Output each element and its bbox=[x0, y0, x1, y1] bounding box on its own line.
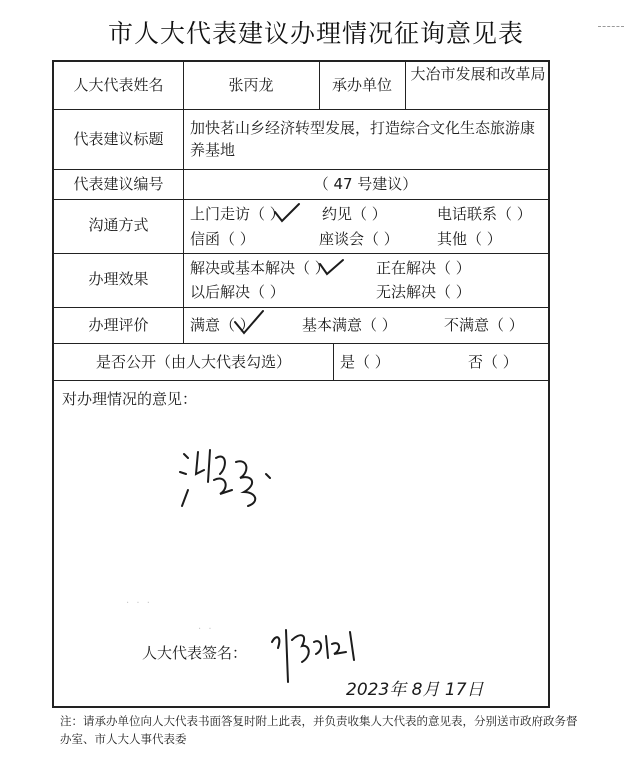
effect-option: 以后解决（ ） bbox=[190, 283, 285, 301]
form-title: 市人大代表建议办理情况征询意见表 bbox=[107, 19, 524, 48]
corner-mark bbox=[598, 26, 624, 29]
rating-option: 基本满意（ ） bbox=[302, 316, 397, 334]
name-label: 人大代表姓名 bbox=[73, 76, 164, 94]
effect-option: 正在解决（ ） bbox=[376, 259, 471, 277]
faint-mark: · · · bbox=[126, 598, 152, 609]
contact-option: 其他（ ） bbox=[437, 230, 502, 248]
unit-value: 大冶市发展和改革局 bbox=[410, 65, 546, 83]
checkmark-icon bbox=[272, 202, 302, 224]
row-divider bbox=[54, 199, 548, 200]
number-value: （ 47 号建议） bbox=[313, 175, 418, 193]
effect-option: 无法解决（ ） bbox=[376, 283, 471, 301]
public-label: 是否公开（由人大代表勾选） bbox=[95, 353, 291, 371]
contact-option: 约见（ ） bbox=[322, 205, 387, 223]
col-divider bbox=[183, 62, 184, 343]
public-option-no: 否（ ） bbox=[468, 353, 518, 371]
public-option-yes: 是（ ） bbox=[340, 353, 390, 371]
signature-date: 2023年 8月 17日 bbox=[346, 680, 484, 700]
row-divider bbox=[54, 109, 548, 110]
row-divider bbox=[54, 253, 548, 254]
contact-option: 信函（ ） bbox=[190, 230, 255, 248]
row-divider bbox=[54, 343, 548, 344]
rating-option: 不满意（ ） bbox=[444, 316, 524, 334]
contact-label: 沟通方式 bbox=[88, 216, 149, 234]
handwritten-opinion bbox=[174, 444, 304, 534]
signature-label: 人大代表签名： bbox=[142, 644, 248, 662]
topic-label: 代表建议标题 bbox=[73, 130, 164, 148]
contact-option: 电话联系（ ） bbox=[437, 205, 532, 223]
footnote: 注：请承办单位向人大代表书面答复时附上此表，并负责收集人大代表的意见表，分别送市政府政务督办室、市人大人事代表委 bbox=[60, 714, 578, 746]
row-divider bbox=[54, 169, 548, 170]
name-value: 张丙龙 bbox=[228, 76, 274, 94]
rating-label: 办理评价 bbox=[88, 316, 149, 334]
opinion-label: 对办理情况的意见： bbox=[62, 390, 198, 408]
effect-label: 办理效果 bbox=[88, 270, 149, 288]
number-label: 代表建议编号 bbox=[73, 175, 164, 193]
checkmark-icon bbox=[232, 308, 266, 336]
row-divider bbox=[54, 307, 548, 308]
col-divider bbox=[405, 62, 406, 109]
faint-mark: · · bbox=[198, 624, 214, 635]
topic-value: 加快茗山乡经济转型发展，打造综合文化生态旅游康养基地 bbox=[190, 119, 536, 159]
effect-option: 解决或基本解决（ ） bbox=[190, 259, 330, 277]
rating-option: 满意（ ） bbox=[190, 316, 255, 334]
checkmark-icon bbox=[316, 256, 346, 278]
unit-label: 承办单位 bbox=[331, 76, 392, 94]
col-divider bbox=[333, 343, 334, 380]
row-divider bbox=[54, 380, 548, 381]
form-table bbox=[52, 60, 550, 708]
contact-option: 座谈会（ ） bbox=[319, 230, 399, 248]
contact-option: 上门走访（ ） bbox=[190, 205, 285, 223]
